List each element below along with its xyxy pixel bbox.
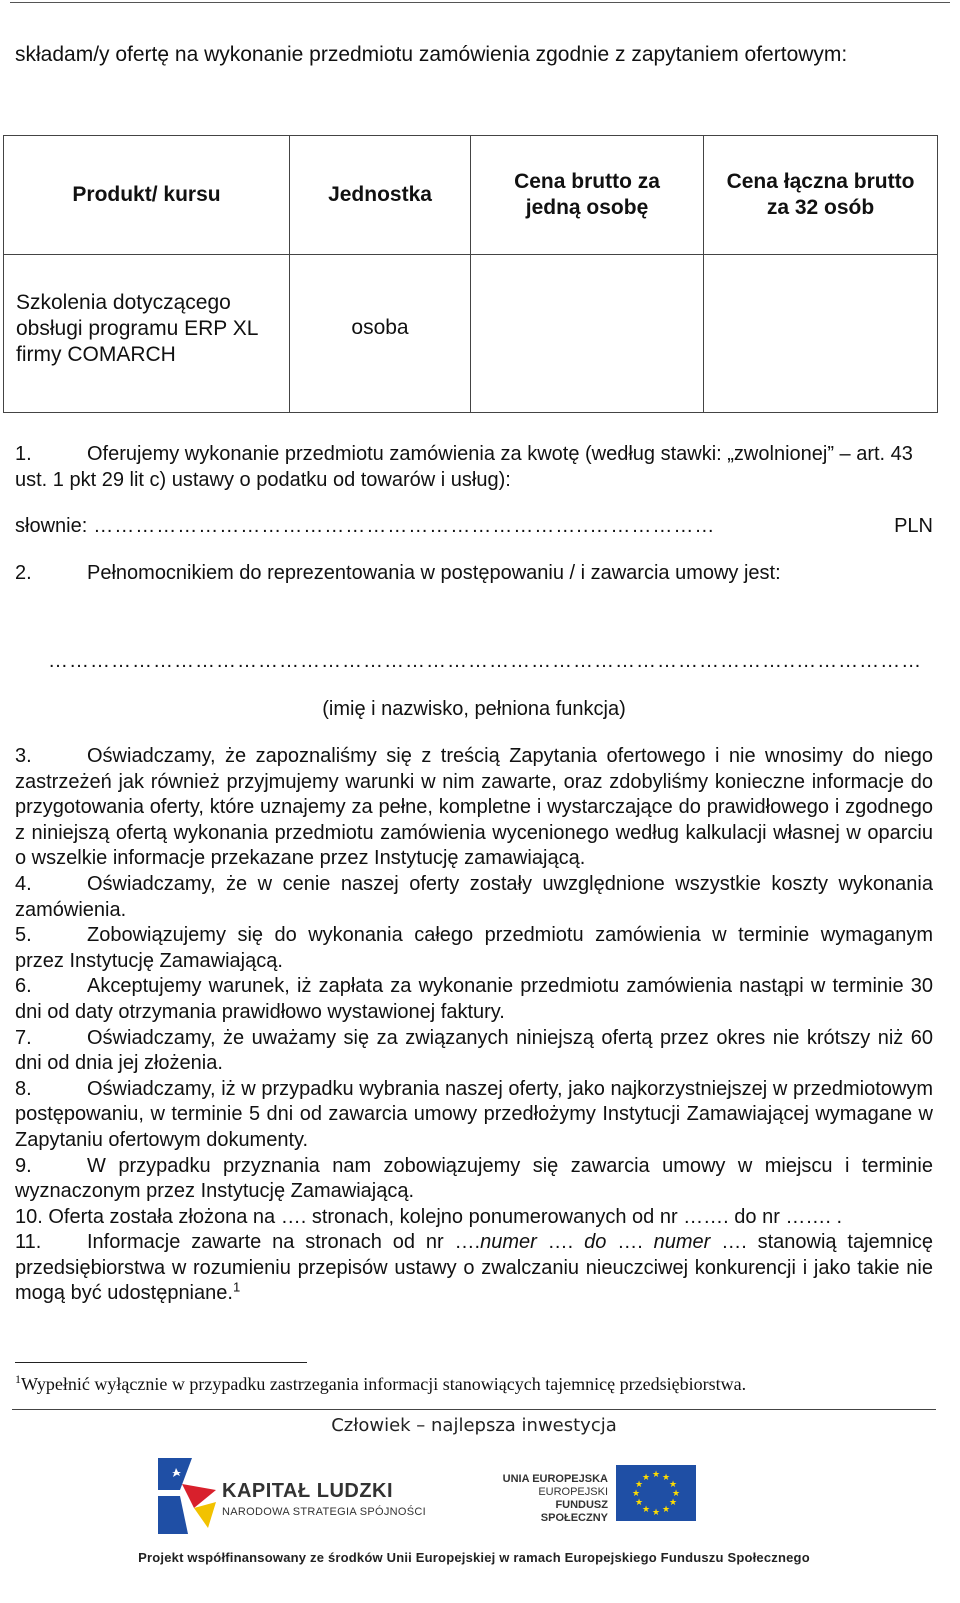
footer-motto: Człowiek – najlepsza inwestycja — [331, 1415, 617, 1436]
item-number: 3. — [15, 745, 32, 767]
item-text: Informacje zawarte na stronach od nr …. — [87, 1231, 481, 1254]
list-item — [15, 744, 933, 872]
col-header-product: Produkt/ kursu — [4, 136, 290, 255]
project-cofinancing-text: Projekt współfinansowany ze środków Unii Europejskiej w ramach Europejskiego Funduszu Społecznego — [138, 1550, 810, 1565]
footnote-rule — [15, 1362, 307, 1363]
list-item — [15, 923, 933, 974]
col-header-unit: Jednostka — [290, 136, 471, 255]
kapital-ludzki-logo — [150, 1450, 426, 1540]
point-1 — [15, 442, 933, 493]
point-1-number: 1. — [15, 443, 32, 465]
svg-text:★: ★ — [634, 1498, 644, 1508]
point-2-text: Pełnomocnikiem do reprezentowania w postępowaniu / i zawarcia umowy jest: — [87, 562, 781, 584]
item-text: …. — [606, 1231, 643, 1254]
representative-caption: (imię i nazwisko, pełniona funkcja) — [322, 698, 626, 720]
item-text: Oświadczamy, że zapoznaliśmy się z treścią Zapytania ofertowego i nie wnosimy do niego zastrzeżeń jak również przyjmujemy warunki w nim zawarte, oraz zdobyliśmy konieczne informacje do przygotowania oferty, które uznajemy za pełne, kompletne i wystarczające do prawidłowego i zgodnego z niniejszą ofertą wykonania przedmiotu zamówienia wycenionego według kalkulacji własnej w oparciu o wszelkie informacje przekazane przez Instytucję zamawiającą. — [15, 745, 933, 870]
col-header-total-price: Cena łączna brutto za 32 osób — [704, 136, 938, 255]
item-text: Oświadczamy, iż w przypadku wybrania naszej oferty, jako najkorzystniejszej w przedmiotowym postępowaniu, w terminie 5 dni od zawarcia umowy przedłożymy Instytucji Zamawiającej wymagane w Zapytaniu ofertowym dokumenty. — [15, 1077, 933, 1151]
item-text: …. — [536, 1231, 574, 1254]
col-header-unit-price: Cena brutto za jedną osobę — [471, 136, 704, 255]
table-row — [4, 255, 938, 413]
footnote-text: Wypełnić wyłącznie w przypadku zastrzegania informacji stanowiących tajemnicę przedsiębiorstwa. — [21, 1374, 747, 1394]
kapital-ludzki-emblem-icon — [150, 1450, 220, 1540]
item-text: Zobowiązujemy się do wykonania całego przedmiotu zamówienia w terminie wymaganym przez Instytucję Zamawiającą. — [15, 924, 933, 972]
svg-text:★: ★ — [661, 1505, 671, 1515]
item-italic: numer — [480, 1231, 537, 1254]
footnote-ref[interactable]: 1 — [232, 1279, 241, 1295]
cell-unit-price[interactable] — [471, 255, 704, 413]
item-number: 4. — [15, 872, 32, 895]
item-number: 11. — [15, 1231, 42, 1254]
item-text: Oferta została złożona na …. stronach, kolejno ponumerowanych od nr ……. do nr ……. . — [48, 1205, 843, 1228]
eu-line-1: UNIA EUROPEJSKA — [502, 1473, 608, 1485]
eu-line-3: FUNDUSZ SPOŁECZNY — [540, 1499, 608, 1524]
item-number: 10. — [15, 1205, 43, 1228]
amount-in-words-label: słownie: — [15, 515, 88, 537]
representative-field[interactable]: ……………………………………………………………………………………………..……………… — [48, 650, 923, 672]
point-1-text: Oferujemy wykonanie przedmiotu zamówienia za kwotę (według stawki: „zwolnionej” – art. 43 ust. 1 pkt 29 lit c) ustawy o podatku od towarów i usług): — [15, 443, 913, 491]
kapital-ludzki-subtitle: NARODOWA STRATEGIA SPÓJNOŚCI — [222, 1506, 426, 1518]
list-item — [15, 1205, 933, 1231]
svg-text:★: ★ — [651, 1470, 661, 1480]
svg-text:★: ★ — [634, 1480, 644, 1490]
svg-text:★: ★ — [631, 1489, 641, 1499]
kapital-ludzki-title: KAPITAŁ LUDZKI — [222, 1480, 394, 1502]
list-item — [15, 872, 933, 923]
list-item — [15, 1154, 933, 1205]
item-italic: numer — [642, 1231, 711, 1254]
list-item — [15, 1230, 933, 1307]
item-text: …. stanowią tajemnicę przedsiębiorstwa w rozumieniu przepisów ustawy o zwalczaniu nieuczciwej konkurencji i jako takie nie mogą być udostępniane. — [15, 1231, 933, 1305]
cell-unit: osoba — [290, 255, 471, 413]
item-number: 8. — [15, 1077, 32, 1100]
list-item — [15, 974, 933, 1025]
point-2 — [15, 561, 933, 587]
eu-line-2: EUROPEJSKI — [538, 1486, 608, 1498]
svg-text:★: ★ — [668, 1498, 678, 1508]
footer-rule — [12, 1409, 936, 1410]
list-item — [15, 1026, 933, 1077]
eu-logo — [500, 1465, 710, 1525]
item-number: 7. — [15, 1026, 32, 1049]
item-italic: do — [573, 1231, 607, 1254]
offer-table — [3, 135, 938, 413]
svg-text:★: ★ — [668, 1480, 678, 1490]
intro-text: składam/y ofertę na wykonanie przedmiotu zamówienia zgodnie z zapytaniem ofertowym: — [15, 43, 848, 66]
list-item — [15, 1077, 933, 1154]
svg-text:★: ★ — [641, 1473, 651, 1483]
svg-text:★: ★ — [641, 1505, 651, 1515]
top-rule — [10, 2, 950, 3]
item-number: 9. — [15, 1154, 32, 1177]
item-number: 6. — [15, 975, 32, 998]
cell-total-price[interactable] — [704, 255, 938, 413]
item-number: 5. — [15, 924, 32, 947]
item-text: W przypadku przyznania nam zobowiązujemy się zawarcia umowy w miejscu i terminie wyznaczonym przez Instytucję Zamawiającą. — [15, 1154, 933, 1203]
declarations-list — [15, 744, 933, 1307]
svg-text:★: ★ — [651, 1508, 661, 1518]
footnote-mark: 1 — [15, 1372, 21, 1386]
item-text: Oświadczamy, że uważamy się za związanych niniejszą ofertą przez okres nie krótszy niż 60 dni od dnia jej złożenia. — [15, 1026, 933, 1075]
item-text: Oświadczamy, że w cenie naszej oferty zostały uwzględnione wszystkie koszty wykonania zamówienia. — [15, 872, 933, 921]
svg-text:★: ★ — [661, 1473, 671, 1483]
cell-product: Szkolenia dotyczącego obsługi programu ERP XL firmy COMARCH — [4, 255, 290, 413]
point-2-number: 2. — [15, 562, 32, 584]
amount-in-words-field[interactable]: ……………………………………………………………..……………… — [93, 515, 716, 537]
svg-text:★: ★ — [671, 1489, 681, 1499]
footnote — [15, 1374, 746, 1395]
eu-logo-text — [500, 1473, 608, 1525]
currency-label: PLN — [894, 515, 933, 537]
eu-flag-icon — [616, 1465, 696, 1521]
amount-in-words-line — [15, 515, 933, 538]
table-header-row — [4, 136, 938, 255]
item-text: Akceptujemy warunek, iż zapłata za wykonanie przedmiotu zamówienia nastąpi w terminie 30 dni od daty otrzymania prawidłowo wystawionej faktury. — [15, 975, 933, 1023]
